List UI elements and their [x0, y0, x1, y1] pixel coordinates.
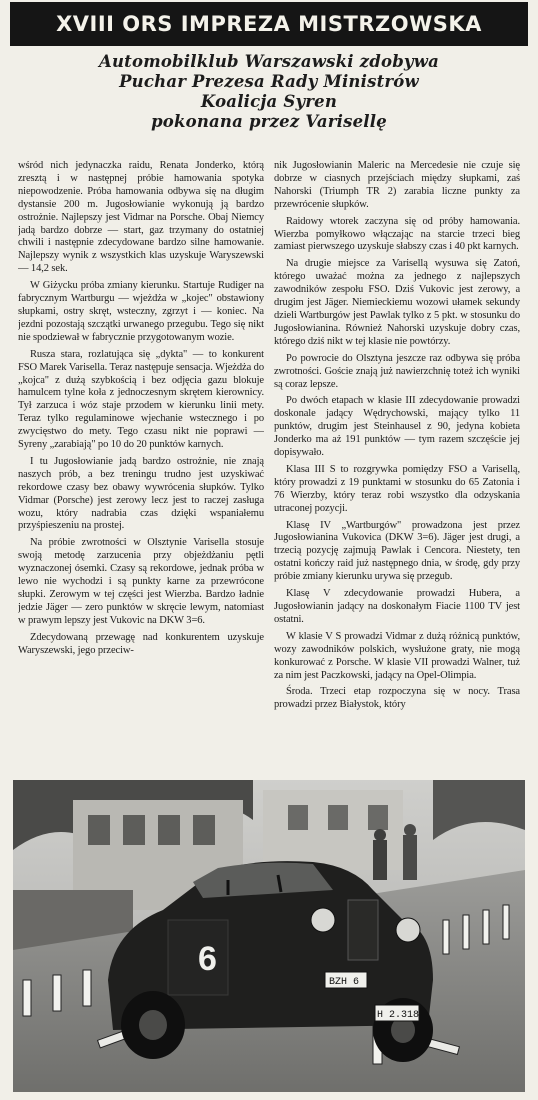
- paragraph: W Giżycku próba zmiany kierunku. Startuje Rudiger na fabrycznym Wartburgu — wjeżdża w „kojec" obstawiony słupkami, ostry skręt, wsteczny, zgrzyt i — koniec. Na jezdni pozostają szczątki urwanego przegubu. Tego się nikt nie spodziewał w fabrycznie przygotowanym wozie.: [18, 280, 264, 343]
- paragraph: W klasie V S prowadzi Vidmar z dużą różnicą punktów, wozy zawodników polskich, wysłużone graty, nie mogą konkurować z Porsche. W klasie VII prowadzi Walner, tuż za nim jest Paczkowski, jadący na Opel-Olimpia.: [274, 630, 520, 681]
- article-column-right: [274, 160, 520, 780]
- banner-title: XVIII ORS IMPREZA MISTRZOWSKA: [56, 12, 482, 36]
- window: [193, 815, 215, 845]
- window: [158, 815, 180, 845]
- window: [88, 815, 110, 845]
- paragraph: Po dwóch etapach w klasie III zdecydowanie prowadzi doskonale jadący Wędrychowski, mający tylko 11 punktów, drugim jest Steinhausel z 90, jedyna kobieta Jonderko ma aż 191 punktów — tym razem szczęście jej dopisywało.: [274, 395, 520, 459]
- headline-line: Puchar Prezesa Rady Ministrów: [119, 72, 419, 91]
- spectator: [373, 840, 387, 880]
- license-plate: BZH 6: [329, 977, 360, 988]
- paragraph: Raidowy wtorek zaczyna się od próby hamowania. Wierzba pomyłkowo włączając na starcie trzeci bieg zamiast pierwszego uzyskuje słabszy czas i 40 pkt karnych.: [274, 215, 520, 253]
- paragraph: Po powrocie do Olsztyna jeszcze raz odbywa się próba zwrotności. Goście znają już nawierzchnię toteż ich wyniki są coraz lepsze.: [274, 352, 520, 390]
- paragraph: Rusza stara, rozlatująca się „dykta" — to konkurent FSO Marek Varisella. Teraz następuje sensacja. Wjeżdża do „kojca" z dużą szybkością i bez odjęcia gazu blokuje hamulcem tylne koła z jednoczesnym skrętem kierownicy. Tył zarzuca i wóz staje przodem w kierunku linii mety. Teraz tylko regulaminowe wjechanie wstecznego i po zwycięstwo do mety. Tego czasu nikt nie poprawi — Syreny „zarabiają" po 10 do 20 punktów karnych.: [18, 348, 264, 451]
- window: [368, 805, 388, 830]
- window: [123, 815, 145, 845]
- window: [288, 805, 308, 830]
- rally-car-photo: [13, 780, 525, 1092]
- window: [328, 805, 348, 830]
- rear-plate: H 2.318: [377, 1010, 420, 1021]
- car-number: 6: [198, 940, 217, 978]
- article-headline: [20, 52, 518, 132]
- headline-line: Koalicja Syren: [200, 92, 338, 111]
- paragraph: Zdecydowaną przewagę nad konkurentem uzyskuje Waryszewski, jego przeciw-: [18, 631, 264, 656]
- paragraph: Środa. Trzeci etap rozpoczyna się w nocy. Trasa prowadzi przez Białystok, który: [274, 686, 520, 711]
- paragraph: Klasę IV „Wartburgów" prowadzona jest przez Jugosłowianina Vukovica (DKW 3=6). Jäger jest drugi, a trzecią pozycję zajmują Pawlak i Cencora. Niestety, ten ostatni kończy raid już następnego dnia, w środę, gdy przy próbie zmiany kierunku urywa się przegub.: [274, 519, 520, 583]
- headline-line: pokonana przez Varisellę: [151, 112, 387, 131]
- headline-line: Automobilklub Warszawski zdobywa: [98, 52, 440, 71]
- photo-illustration: [13, 780, 525, 1092]
- radiator-grille: [348, 900, 378, 960]
- paragraph: wśród nich jedynaczka raidu, Renata Jonderko, którą zresztą i w następnej próbie hamowania spotyka niepowodzenie. Próba hamowania odbywa się na długim dystansie 200 m. Jugosłowianie wykonują ją bardzo ostrożnie. Najlepszy jest Vidmar na Porsche. Obaj Niemcy jadą bardzo dobrze — start, gaz trzymany do ostatniej chwili i następnie zdecydowane bardzo silne hamowanie. Najlepszy wynik z wszystkich klas uzyskuje Waryszewski — 14,2 sek.: [18, 160, 264, 275]
- spectator: [403, 835, 417, 880]
- paragraph: nik Jugosłowianin Maleric na Mercedesie nie czuje się dobrze w ciasnych przejściach między słupkami, zaś Nahorski (Triumph TR 2) zarabia liczne punkty za przewrócenie słupków.: [274, 160, 520, 210]
- paragraph: Na drugie miejsce za Varisellą wysuwa się Zatoń, którego uważać można za jednego z najlepszych zawodników zespołu FSO. Dziś Vukovic jest zerowy, a drugim jest Jäger. Niemieckiemu wozowi ułamek sekundy dzieli Wartburgów jest Pawlak tylko z 5 pkt. w stosunku do Jugosłowianina. Również Nahorski uzyskuje dobry czas, którego dziś nikt w tej klasie nie powtórzy.: [274, 258, 520, 347]
- article-column-left: [18, 160, 264, 780]
- paragraph: Klasa III S to rozgrywka pomiędzy FSO a Varisellą, który prowadzi z 19 punktami w stosunku do 65 Zatonia i 76 Wierzby, który teraz robi wszystko dla odzyskania utraconej pozycji.: [274, 463, 520, 514]
- section-banner: [10, 2, 528, 46]
- paragraph: Klasę V zdecydowanie prowadzi Huberа, a Jugosłowianin jadący na doskonałym Fiacie 1100 TV jest ostatni.: [274, 588, 520, 625]
- paragraph: Na próbie zwrotności w Olsztynie Varisella stosuje swoją metodę zarzucenia przy objeżdżaniu pętli wyznaczonej ósemki. Czasy są rekordowe, jednak próba w lewo nie wychodzi i są punkty karne za przewrócone słupki. Zerowym w tej części jest Wierzba. Bardzo ładnie jedzie Jäger — zero punktów w skręcie lewym, natomiast w prawym lepszy jest Vukovic na DKW 3=6.: [18, 537, 264, 626]
- paragraph: I tu Jugosłowianie jadą bardzo ostrożnie, nie znają naszych prób, a bez treningu trudno jest uzyskiwać rekordowe czasy bez obawy wywrócenia słupków. Tylko Vidmar (Porsche) jest zerowy lecz jest to raczej zasługa wozu, który nadrabia czas dzięki wspaniałemu przyśpieszeniu na prostej.: [18, 455, 264, 532]
